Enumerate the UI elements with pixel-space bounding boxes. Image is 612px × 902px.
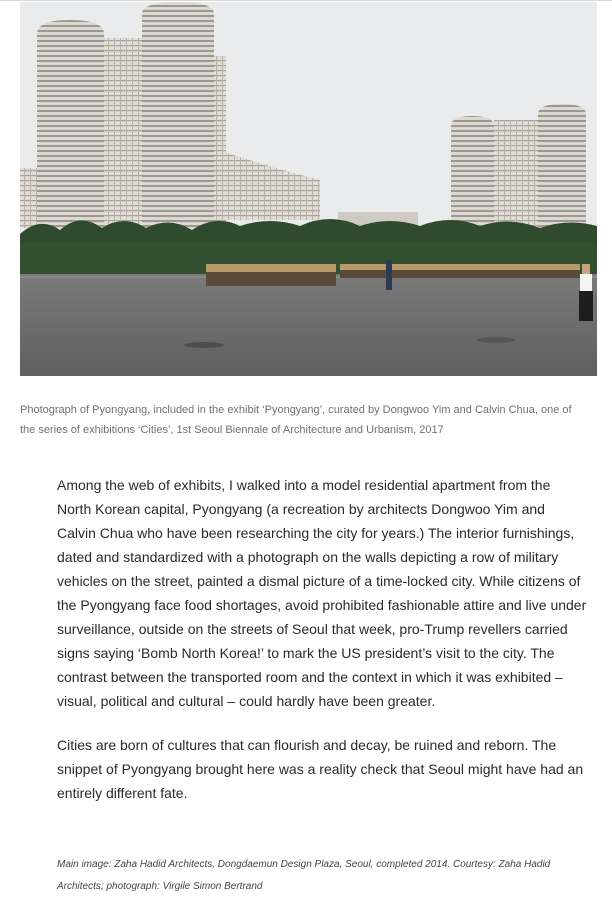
article-paragraph: Among the web of exhibits, I walked into a model residential apartment from the North Korean capital, Pyongyang (a recreation by architects Dongwoo Yim and Calvin Chua who have been researching the city for years.) The interior furnishings, dated and standardized with a photograph on the walls depicting a row of military vehicles on the street, painted a dismal picture of a time-locked city. While citizens of the Pyongyang face food shortages, avoid prohibited fashionable attire and live under surveillance, outside on the streets of Seoul that week, pro-Trump revellers carried signs saying ‘Bomb North Korea!’ to mark the US president’s visit to the city. The contrast between the transported room and the context in which it was exhibited – visual, political and cultural – could hardly have been greater. xyxy=(57,477,587,709)
image-credits: Main image: Zaha Hadid Architects, Dongdaemun Design Plaza, Seoul, completed 2014. Courtesy: Zaha Hadid Architects; photograph: Virgile Simon Bertrand xyxy=(57,859,551,892)
pyongyang-photograph xyxy=(20,2,597,376)
article-paragraph: Cities are born of cultures that can flourish and decay, be ruined and reborn. The snippet of Pyongyang brought here was a reality check that Seoul might have had an entirely different fate. xyxy=(57,737,584,801)
photo-caption: Photograph of Pyongyang, included in the exhibit ‘Pyongyang’, curated by Dongwoo Yim and Calvin Chua, one of the series of exhibitions ‘Cities’, 1st Seoul Biennale of Architecture and Urbanism, 2017 xyxy=(20,404,572,436)
article-body xyxy=(57,473,587,825)
top-divider xyxy=(0,0,612,1)
